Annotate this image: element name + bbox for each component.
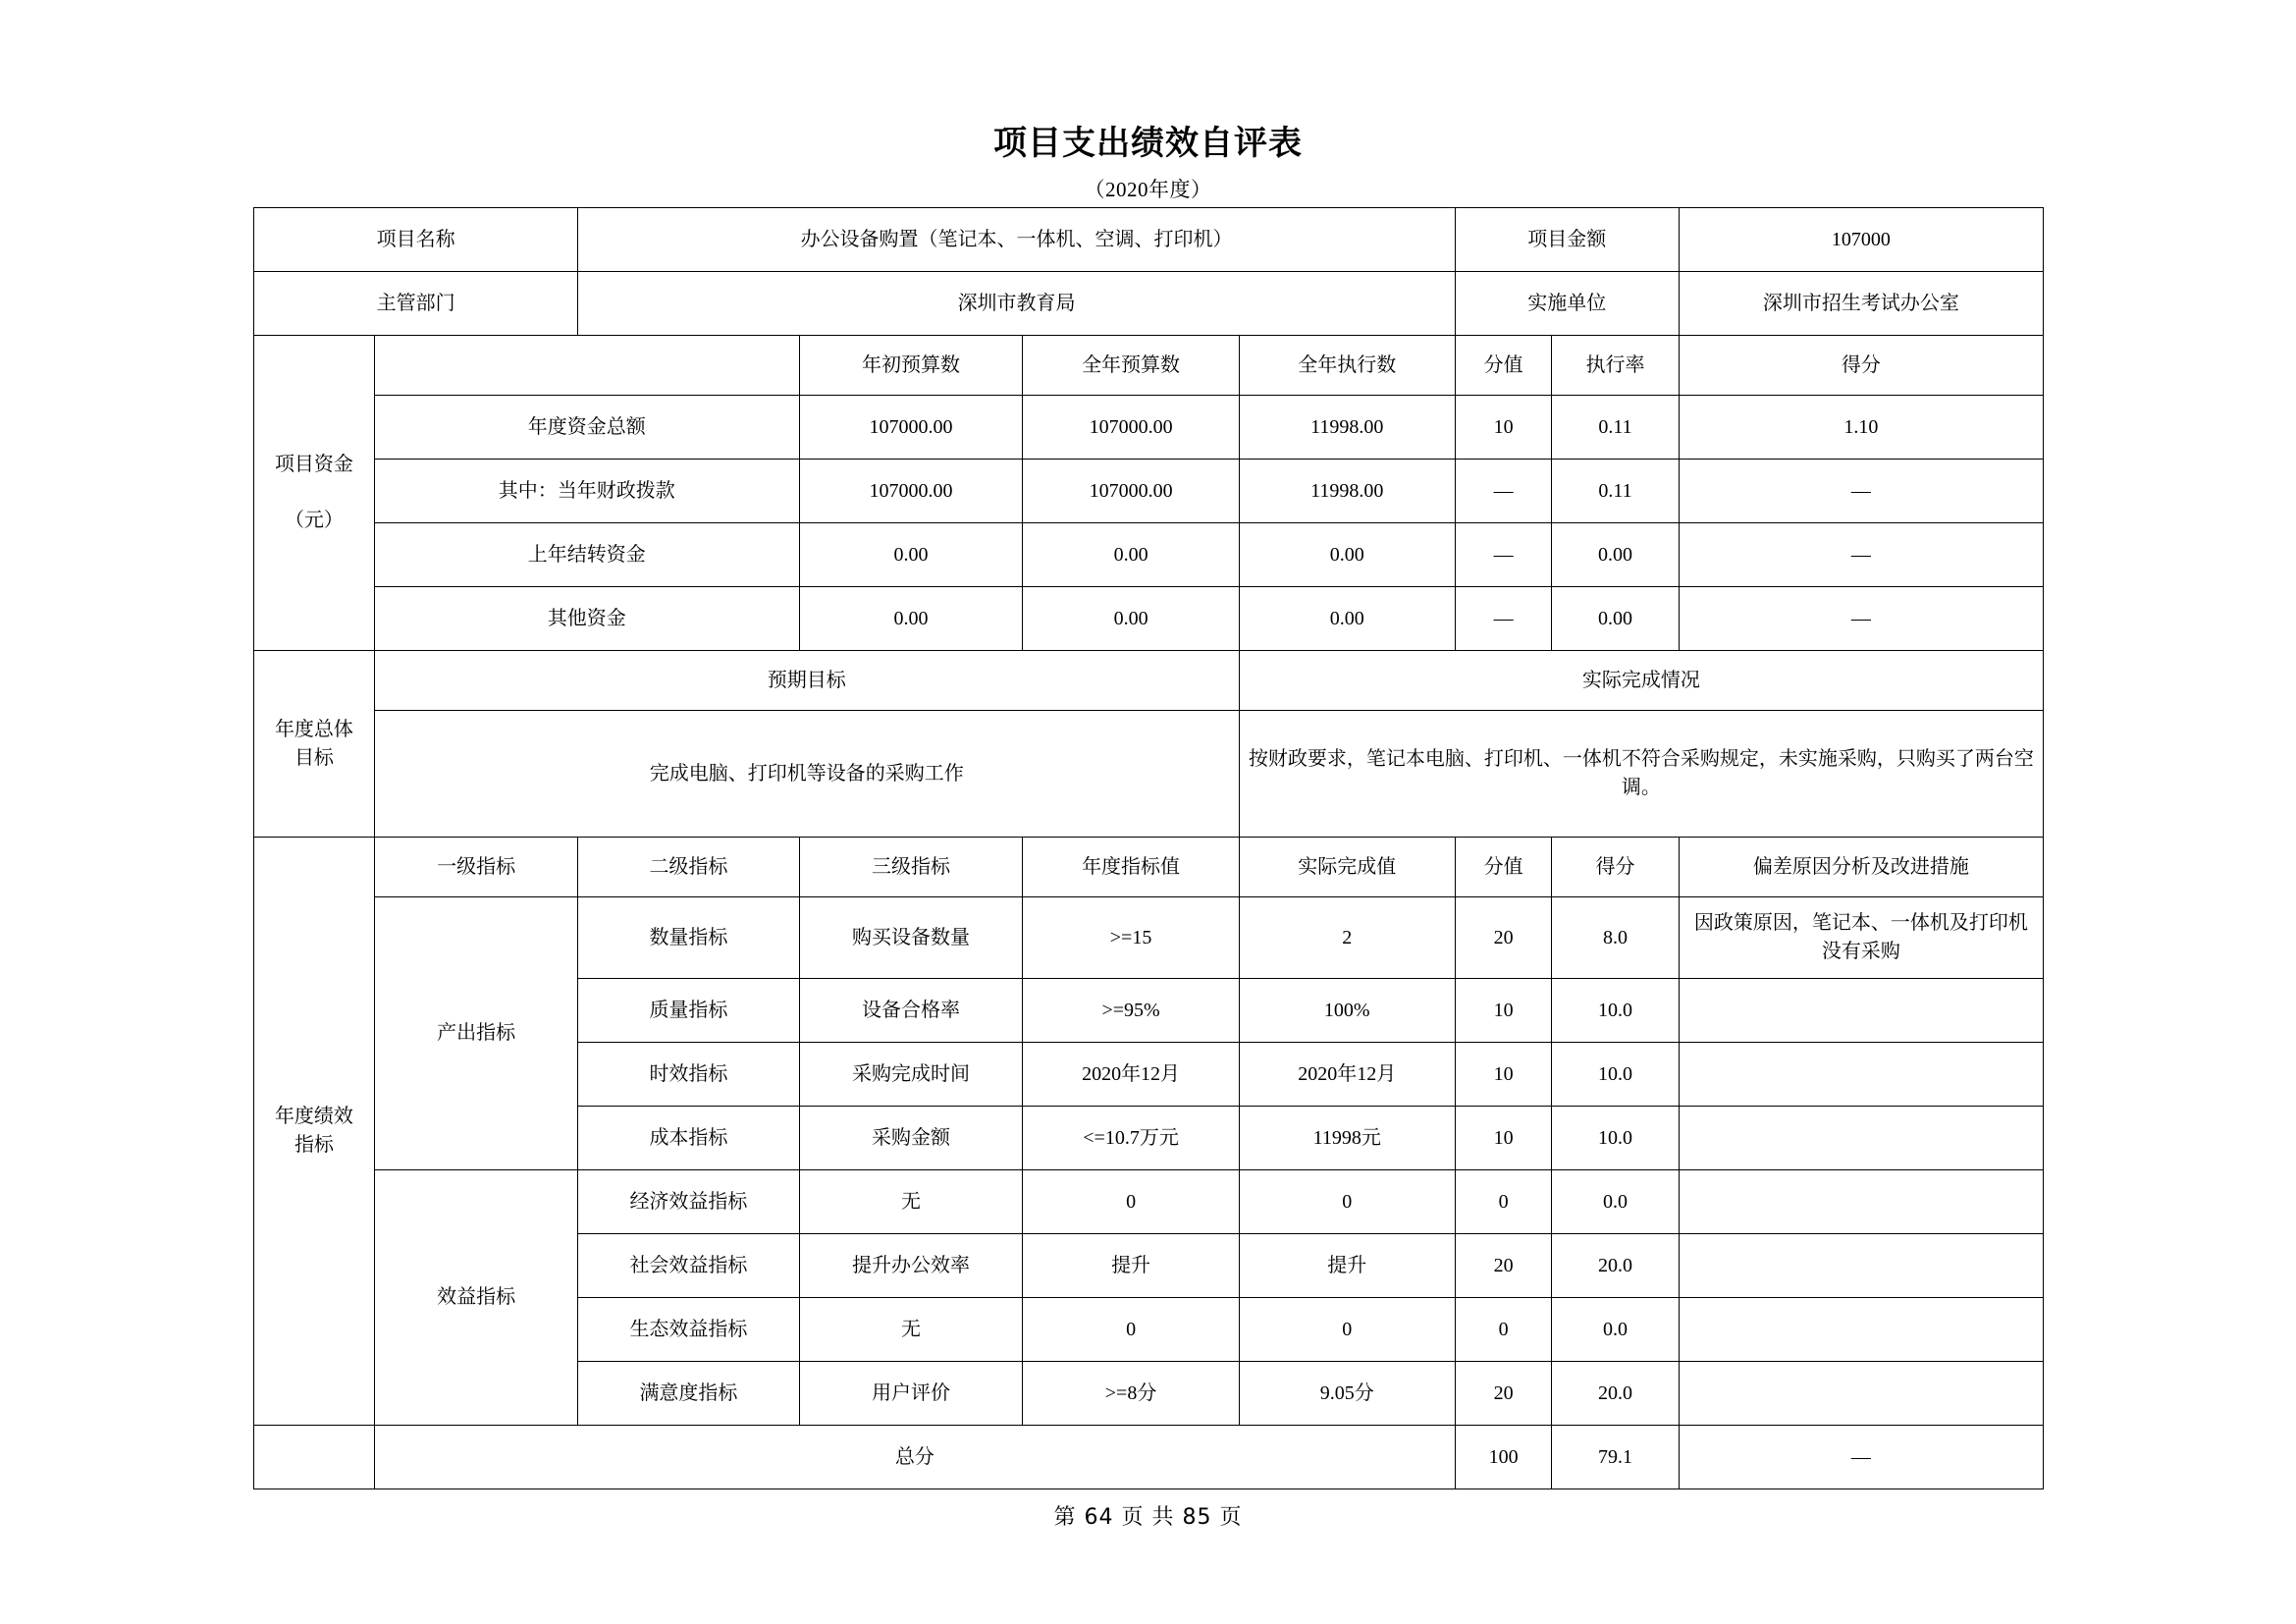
perf-row-level2: 生态效益指标 [578,1298,799,1362]
perf-row-actual-value: 9.05分 [1239,1362,1455,1426]
expected-goal-header: 预期目标 [374,651,1239,711]
funds-row-annual-execution: 0.00 [1239,587,1455,651]
total-score-label: 总分 [374,1426,1455,1489]
overall-goal-content-row [254,711,2044,838]
perf-row-actual-value: 提升 [1239,1234,1455,1298]
perf-row-actual-value: 0 [1239,1298,1455,1362]
funds-row-name: 其中：当年财政拨款 [374,460,799,523]
total-score-row [254,1426,2044,1489]
project-amount-value: 107000 [1679,208,2043,272]
funds-row-score-value: — [1455,587,1552,651]
perf-row-score-value: 0 [1455,1298,1552,1362]
funds-header-execution-rate: 执行率 [1552,336,1679,396]
actual-completion-text: 按财政要求，笔记本电脑、打印机、一体机不符合采购规定，未实施采购，只购买了两台空调。 [1239,711,2043,838]
total-score: 79.1 [1552,1426,1679,1489]
perf-row-deviation [1679,1043,2043,1107]
table-row [254,1170,2044,1234]
implementing-unit-label: 实施单位 [1455,272,1679,336]
overall-goal-label-line1: 年度总体 [274,718,353,740]
funds-row-initial-budget: 0.00 [799,587,1023,651]
actual-completion-header: 实际完成情况 [1239,651,2043,711]
perf-row-deviation [1679,1107,2043,1170]
perf-row-actual-value: 2020年12月 [1239,1043,1455,1107]
funds-row-annual-execution: 11998.00 [1239,460,1455,523]
funds-row-name: 上年结转资金 [374,523,799,587]
perf-row-level2: 时效指标 [578,1043,799,1107]
page-footer: 第 64 页 共 85 页 [1053,1505,1243,1530]
perf-row-level3: 购买设备数量 [799,897,1023,979]
overall-goal-section-label [254,651,375,838]
perf-row-level2: 社会效益指标 [578,1234,799,1298]
perf-header-annual-target: 年度指标值 [1023,838,1239,897]
perf-header-deviation: 偏差原因分析及改进措施 [1679,838,2043,897]
perf-row-score-value: 20 [1455,897,1552,979]
funds-header-initial-budget: 年初预算数 [799,336,1023,396]
perf-row-level2: 数量指标 [578,897,799,979]
perf-row-annual-target: 0 [1023,1298,1239,1362]
perf-row-level2: 质量指标 [578,979,799,1043]
performance-label-line1: 年度绩效 [274,1106,353,1127]
funds-row-score: — [1679,460,2043,523]
perf-row-actual-value: 2 [1239,897,1455,979]
perf-row-score: 10.0 [1552,1043,1679,1107]
perf-row-score-value: 10 [1455,979,1552,1043]
funds-row-annual-execution: 0.00 [1239,523,1455,587]
funds-row-initial-budget: 0.00 [799,523,1023,587]
total-row-blank [254,1426,375,1489]
funds-row-initial-budget: 107000.00 [799,460,1023,523]
funds-row-annual-budget: 107000.00 [1023,396,1239,460]
supervising-dept-value: 深圳市教育局 [578,272,1456,336]
funds-row-score-value: 10 [1455,396,1552,460]
funds-section-label [254,336,375,651]
performance-header-row [254,838,2044,897]
perf-row-level3: 提升办公效率 [799,1234,1023,1298]
total-score-value: 100 [1455,1426,1552,1489]
performance-section-label [254,838,375,1426]
table-row [254,396,2044,460]
perf-row-score: 20.0 [1552,1234,1679,1298]
funds-row-annual-budget: 0.00 [1023,523,1239,587]
funds-row-name: 其他资金 [374,587,799,651]
perf-row-level3: 采购完成时间 [799,1043,1023,1107]
funds-row-score: — [1679,523,2043,587]
perf-header-actual-value: 实际完成值 [1239,838,1455,897]
table-row-project-name [254,208,2044,272]
funds-row-annual-execution: 11998.00 [1239,396,1455,460]
funds-header-score-value: 分值 [1455,336,1552,396]
perf-row-score-value: 20 [1455,1362,1552,1426]
perf-row-annual-target: >=95% [1023,979,1239,1043]
perf-row-deviation: 因政策原因，笔记本、一体机及打印机没有采购 [1679,897,2043,979]
overall-goal-label-line2: 目标 [294,746,334,769]
funds-row-annual-budget: 0.00 [1023,587,1239,651]
funds-section-label-line1: 项目资金 [274,454,353,475]
project-amount-label: 项目金额 [1455,208,1679,272]
total-deviation: — [1679,1426,2043,1489]
project-name-value: 办公设备购置（笔记本、一体机、空调、打印机） [578,208,1456,272]
perf-group-label-benefit: 效益指标 [374,1170,577,1426]
perf-row-level3: 采购金额 [799,1107,1023,1170]
funds-row-score-value: — [1455,523,1552,587]
perf-row-score: 0.0 [1552,1298,1679,1362]
funds-row-execution-rate: 0.11 [1552,396,1679,460]
funds-section-label-line2: （元） [284,510,344,531]
table-row [254,523,2044,587]
performance-self-evaluation-table [253,207,2044,1489]
perf-group-label-output: 产出指标 [374,897,577,1170]
perf-row-deviation [1679,1234,2043,1298]
project-name-label: 项目名称 [254,208,578,272]
page-title: 项目支出绩效自评表 [993,124,1303,163]
perf-row-annual-target: 2020年12月 [1023,1043,1239,1107]
perf-header-score: 得分 [1552,838,1679,897]
funds-header-annual-execution: 全年执行数 [1239,336,1455,396]
perf-row-score-value: 10 [1455,1043,1552,1107]
funds-row-annual-budget: 107000.00 [1023,460,1239,523]
performance-label-line2: 指标 [294,1134,334,1156]
perf-row-actual-value: 100% [1239,979,1455,1043]
expected-goal-text: 完成电脑、打印机等设备的采购工作 [374,711,1239,838]
funds-row-score-value: — [1455,460,1552,523]
funds-row-score: — [1679,587,2043,651]
perf-row-score: 20.0 [1552,1362,1679,1426]
perf-row-annual-target: >=8分 [1023,1362,1239,1426]
table-row [254,587,2044,651]
perf-row-deviation [1679,1362,2043,1426]
perf-row-score: 10.0 [1552,1107,1679,1170]
supervising-dept-label: 主管部门 [254,272,578,336]
page-subtitle: （2020年度） [1084,178,1212,202]
overall-goal-header-row [254,651,2044,711]
perf-header-score-value: 分值 [1455,838,1552,897]
perf-row-deviation [1679,1170,2043,1234]
perf-row-actual-value: 11998元 [1239,1107,1455,1170]
funds-row-name: 年度资金总额 [374,396,799,460]
perf-row-score-value: 0 [1455,1170,1552,1234]
perf-header-level2: 二级指标 [578,838,799,897]
perf-row-annual-target: <=10.7万元 [1023,1107,1239,1170]
funds-row-execution-rate: 0.00 [1552,523,1679,587]
funds-header-score: 得分 [1679,336,2043,396]
perf-row-level3: 无 [799,1170,1023,1234]
funds-row-execution-rate: 0.11 [1552,460,1679,523]
perf-row-deviation [1679,979,2043,1043]
perf-row-deviation [1679,1298,2043,1362]
perf-header-level3: 三级指标 [799,838,1023,897]
perf-row-level3: 设备合格率 [799,979,1023,1043]
perf-row-annual-target: 提升 [1023,1234,1239,1298]
perf-row-level3: 无 [799,1298,1023,1362]
perf-header-level1: 一级指标 [374,838,577,897]
funds-header-row [254,336,2044,396]
perf-row-score-value: 20 [1455,1234,1552,1298]
perf-row-annual-target: 0 [1023,1170,1239,1234]
perf-row-level3: 用户评价 [799,1362,1023,1426]
funds-row-execution-rate: 0.00 [1552,587,1679,651]
funds-row-score: 1.10 [1679,396,2043,460]
funds-row-initial-budget: 107000.00 [799,396,1023,460]
perf-row-actual-value: 0 [1239,1170,1455,1234]
perf-row-score: 0.0 [1552,1170,1679,1234]
funds-header-blank [374,336,799,396]
table-row [254,460,2044,523]
perf-row-annual-target: >=15 [1023,897,1239,979]
perf-row-score: 10.0 [1552,979,1679,1043]
table-row-supervising-dept [254,272,2044,336]
perf-row-score: 8.0 [1552,897,1679,979]
funds-header-annual-budget: 全年预算数 [1023,336,1239,396]
perf-row-level2: 经济效益指标 [578,1170,799,1234]
perf-row-score-value: 10 [1455,1107,1552,1170]
perf-row-level2: 满意度指标 [578,1362,799,1426]
perf-row-level2: 成本指标 [578,1107,799,1170]
implementing-unit-value: 深圳市招生考试办公室 [1679,272,2043,336]
table-row [254,897,2044,979]
title-block [0,126,2296,203]
